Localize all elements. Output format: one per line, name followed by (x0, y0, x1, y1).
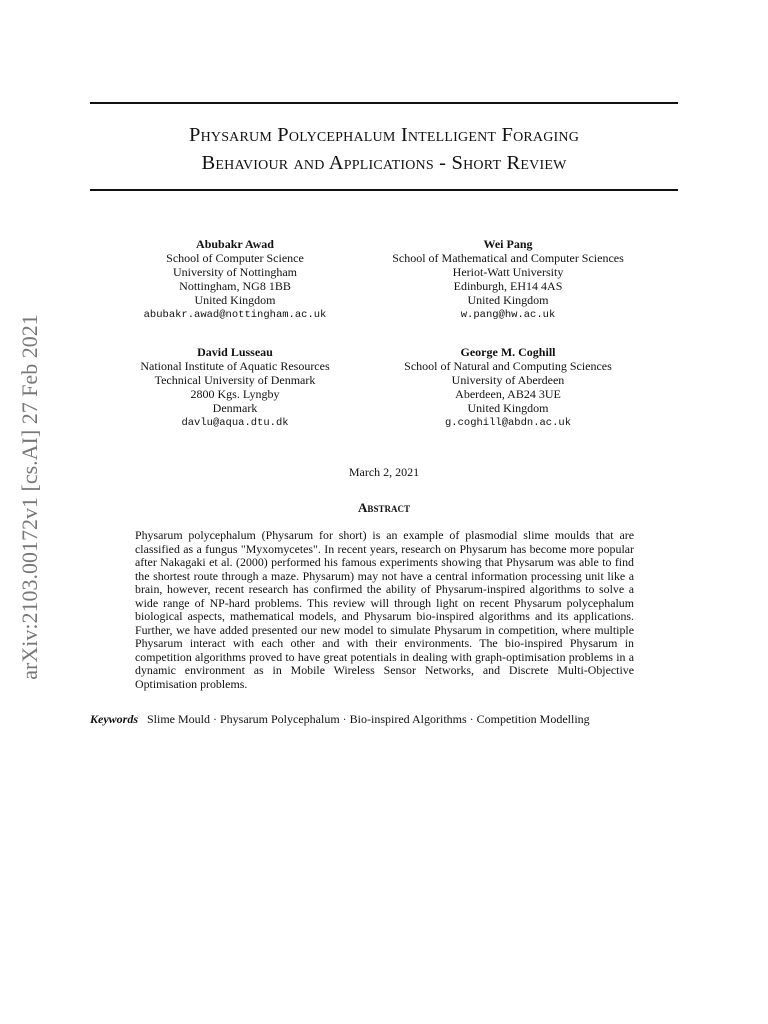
keywords-text: Slime Mould · Physarum Polycephalum · Bio-inspired Algorithms · Competition Modelling (147, 712, 590, 726)
author-email[interactable]: abubakr.awad@nottingham.ac.uk (143, 309, 327, 321)
author-affiliation: School of Computer Science (166, 251, 304, 265)
author-affiliation: United Kingdom (467, 401, 549, 415)
author-email[interactable]: g.coghill@abdn.ac.uk (444, 417, 572, 429)
author-affiliation: Nottingham, NG8 1BB (179, 279, 291, 293)
arxiv-identifier[interactable]: arXiv:2103.00172v1 [cs.AI] 27 Feb 2021 (17, 314, 42, 680)
author-affiliation: United Kingdom (467, 293, 549, 307)
author-affiliation: 2800 Kgs. Lyngby (190, 387, 280, 401)
title-line-2: Behaviour and Applications - Short Review (201, 152, 567, 174)
author-email[interactable]: davlu@aqua.dtu.dk (181, 417, 289, 429)
title-top-rule (90, 102, 678, 104)
author-affiliation: Heriot-Watt University (452, 265, 564, 279)
author-affiliation: National Institute of Aquatic Resources (140, 359, 330, 373)
author-affiliation: Aberdeen, AB24 3UE (455, 387, 561, 401)
keywords-label: Keywords (90, 712, 138, 726)
author-affiliation: Edinburgh, EH14 4AS (453, 279, 563, 293)
author-name: Abubakr Awad (196, 237, 274, 251)
author-affiliation: School of Natural and Computing Sciences (404, 359, 612, 373)
author-block (120, 345, 350, 430)
author-name: Wei Pang (483, 237, 533, 251)
author-block (373, 345, 643, 430)
paper-title (90, 121, 678, 177)
author-affiliation: United Kingdom (194, 293, 276, 307)
author-name: George M. Coghill (460, 345, 556, 359)
author-affiliation: Denmark (212, 401, 258, 415)
author-email[interactable]: w.pang@hw.ac.uk (460, 309, 556, 321)
abstract-text: Physarum polycephalum (Physarum for short) is an example of plasmodial slime moulds that are classified as a fungus "Myxomycetes". In recent years, research on Physarum has become more popular after Nakagaki et al. (2000) performed his famous experiments showing that Physarum was able to find the shortest route through a maze. Physarum) may not have a central information processing unit like a brain, however, recent research has confirmed the ability of Physarum-inspired algorithms to solve a wide range of NP-hard problems. This review will through light on recent Physarum polycephalum biological aspects, mathematical models, and Physarum bio-inspired algorithms and its applications. Further, we have added presented our new model to simulate Physarum in competition, where multiple Physarum interact with each other and with their environments. The bio-inspired Physarum in competition algorithms proved to have great potentials in dealing with graph-optimisation problems in a dynamic environment as in Mobile Wireless Sensor Networks, and Discrete Multi-Objective Optimisation problems. (135, 528, 634, 691)
title-bottom-rule (90, 189, 678, 191)
keywords-line (90, 712, 678, 727)
author-affiliation: University of Nottingham (173, 265, 297, 279)
author-block (373, 237, 643, 322)
author-block (120, 237, 350, 322)
author-affiliation: Technical University of Denmark (154, 373, 316, 387)
paper-date: March 2, 2021 (348, 465, 420, 479)
abstract-heading: Abstract (358, 500, 410, 515)
author-name: David Lusseau (197, 345, 273, 359)
author-affiliation: University of Aberdeen (451, 373, 565, 387)
author-affiliation: School of Mathematical and Computer Sciences (392, 251, 624, 265)
title-line-1: Physarum Polycephalum Intelligent Foraging (188, 124, 580, 146)
